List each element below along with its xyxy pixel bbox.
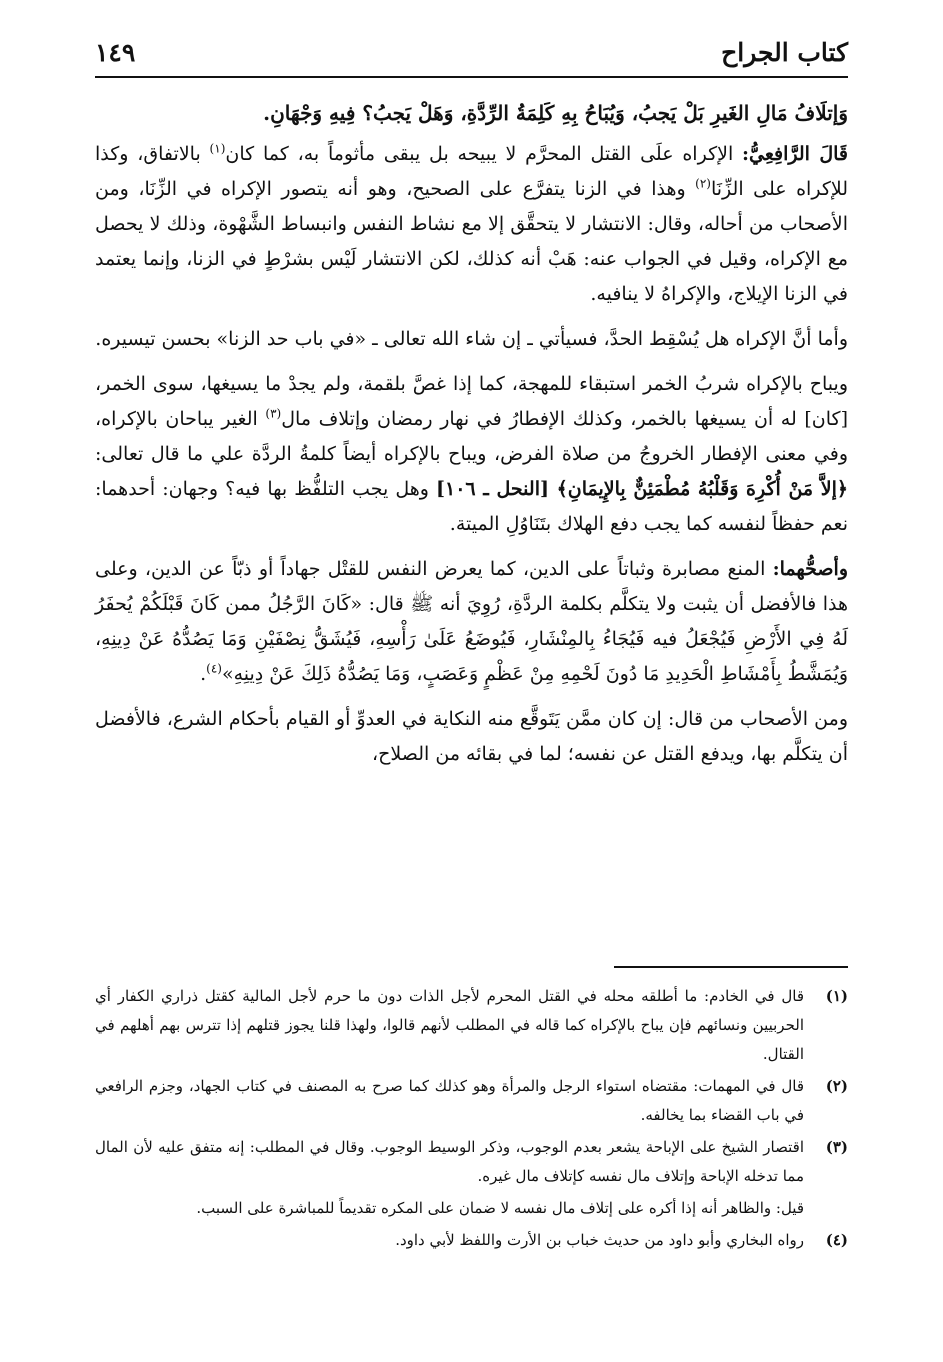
footnote-continuation: قيل: والظاهر أنه إذا أكره على إتلاف مال نفسه لا ضمان على المكره تقديماً للمباشرة على السبب. bbox=[196, 1199, 804, 1217]
footnote-divider bbox=[614, 966, 848, 968]
running-title: كتاب الجراح bbox=[721, 38, 848, 67]
paragraph-text: المنع مصابرة وثباتاً على الدين، كما يعرض النفس للقتْل جهاداً أو ذبّاً عن الدين، وعلى هذا فالأفضل أن يثبت ولا يتكلَّم بكلمة الردَّةِ، رُوِيَ أنه ﷺ قال: bbox=[95, 558, 848, 615]
matn-paragraph: وَإتلَافُ مَالِ الغَيرِ بَلْ يَجبُ، وَيُبَاحُ بِهِ كَلِمَةُ الرِّدَّةِ، وَهَلْ يَجبُ؟ فِيهِ وَجْهَانِ. bbox=[263, 101, 848, 125]
footnotes bbox=[95, 982, 848, 1258]
hadith-quote: «كَانَ الرَّجُلُ ممن كَانَ قَبْلَكُمْ يُحفَرُ لَهُ فِي الأَرْضِ فَيُجْعَلُ فيه فَيُجَاءُ بِالمِنْشَارِ، فَيُوضَعُ عَلَىٰ رَأْسِهِ، فَيُشَقُّ نِصْفَيْنِ وَمَا يَصُدُّهُ عَنْ دِينِهِ، وَيُمَشَّطُ بِأَمْشَاطِ الْحَدِيدِ مَا دُونَ لَحْمِهِ مِنْ عَظْمٍ وَعَصَبٍ، وَمَا يَصُدُّهُ ذَلِكَ عَنْ دِينِهِ» bbox=[95, 593, 848, 685]
paragraph-khamr bbox=[95, 367, 848, 542]
footnote-text: اقتصار الشيخ على الإباحة يشعر بعدم الوجوب، وذكر الوسيط الوجوب. وقال في المطلب: إنه متفق عليه لأن المال مما تدخله الإباحة وإتلاف مال نفسه كإتلاف مال غيره. bbox=[95, 1138, 804, 1185]
verse-reference: [النحل ـ ١٠٦] bbox=[436, 478, 557, 500]
footnote-ref-2: (٢) bbox=[695, 176, 711, 191]
footnote-ref-4: (٤) bbox=[206, 661, 222, 676]
footnote-item bbox=[95, 1072, 848, 1130]
paragraph-text: وهذا في الزنا يتفرَّع على الصحيح، وهو أنه يتصور الإكراه في الزِّنَا، ومن الأصحاب من أحاله، وقال: الانتشار لا يتحقَّق إلا مع نشاط النفس وانبساط الشَّهْوة، وذلك لا يحصل مع الإكراه، وقيل في الجواب عنه: هَبْ أنه كذلك، لكن الانتشار لَيْس بشرْطٍ في الزنا، وإنما يعتمد في الزنا الإيلاج، والإكراهُ لا ينافيه. bbox=[95, 178, 848, 305]
footnote-number: (١) bbox=[825, 987, 848, 1005]
footnote-number: (٢) bbox=[825, 1077, 848, 1095]
paragraph-text: وهل يجب التلفُّظ بها فيه؟ وجهان: أحدهما: نعم حفظاً لنفسه كما يجب دفع الهلاك بتَنَاوُلِ الميتة. bbox=[95, 478, 848, 535]
footnote-text: قال في الخادم: ما أطلقه محله في القتل المحرم لأجل الذات دون ما حرم لأجل المالية كقتل ذراري الكفار أي الحربيين ونسائهم فإن يباح بالإكراه كما قاله في المطلب لأنهم قالوا، ولهذا قلنا يجوز قتلهم إذا تترس بهم أهلهم في القتال. bbox=[95, 987, 804, 1063]
page-number: ١٤٩ bbox=[95, 38, 136, 67]
footnote-item bbox=[95, 982, 848, 1069]
opinion-label: وأصحُّهما: bbox=[772, 558, 848, 580]
main-text bbox=[95, 96, 848, 782]
footnote-item bbox=[95, 1133, 848, 1191]
footnote-ref-3: (٣) bbox=[265, 406, 282, 421]
footnote-number: (٤) bbox=[825, 1231, 848, 1249]
footnote-ref-1: (١) bbox=[209, 141, 226, 156]
paragraph-text: ويباح بالإكراه شربُ الخمر استبقاء للمهجة، كما إذا غصَّ بلقمة، ولم يجدْ ما يسيغها، سوى الخمر، [كان] له أن يسيغها بالخمر، وكذلك الإفطارُ في نهار رمضان وإتلاف مال bbox=[95, 373, 848, 430]
paragraph-ashab: ومن الأصحاب من قال: إن كان ممَّن يَتَوقَّع منه النكاية في العدوِّ أو القيام بأحكام الشرع، فالأفضل أن يتكلَّم بها، ويدفع القتل عن نفسه؛ لما في بقائه من الصلاح، bbox=[95, 708, 848, 765]
paragraph-rafii bbox=[95, 137, 848, 312]
paragraph-end: . bbox=[200, 663, 207, 685]
quran-verse: ﴿إلاَّ مَنْ أُكْرِهَ وَقَلْبُهُ مُطْمَئِنٌّ بِالإِيمَانِ﴾ bbox=[556, 478, 848, 500]
footnote-item bbox=[95, 1226, 848, 1255]
paragraph-hadd: وأما أنَّ الإكراه هل يُسْقِط الحدَّ، فسيأتي ـ إن شاء الله تعالى ـ «في باب حد الزنا» بحسن تيسيره. bbox=[95, 328, 848, 350]
paragraph-asahhuhuma bbox=[95, 552, 848, 692]
footnote-number: (٣) bbox=[825, 1138, 848, 1156]
paragraph-text: الغير يباحان بالإكراه، وفي معنى الإفطار الخروجُ من صلاة الفرض، ويباح بالإكراه أيضاً كلمةُ الردَّة علي ما قال تعالى: bbox=[95, 408, 848, 465]
speaker-label: قَالَ الرَّافِعِيُّ: bbox=[742, 143, 849, 165]
paragraph-text: الإكراه علَى القتل المحرَّم لا يبيحه بل يبقى مأثوماً به، كما كان bbox=[225, 143, 743, 165]
page-header bbox=[95, 36, 848, 78]
paragraph-text: بالاتفاق، وكذا للإكراه على الزِّنَا bbox=[95, 143, 848, 200]
footnote-text: رواه البخاري وأبو داود من حديث خباب بن الأرت واللفظ لأبي داود. bbox=[395, 1231, 804, 1249]
footnote-text: قال في المهمات: مقتضاه استواء الرجل والمرأة وهو كذلك كما صرح به المصنف في كتاب الجهاد، وجزم الرافعي في باب القضاء بما يخالفه. bbox=[95, 1077, 804, 1124]
